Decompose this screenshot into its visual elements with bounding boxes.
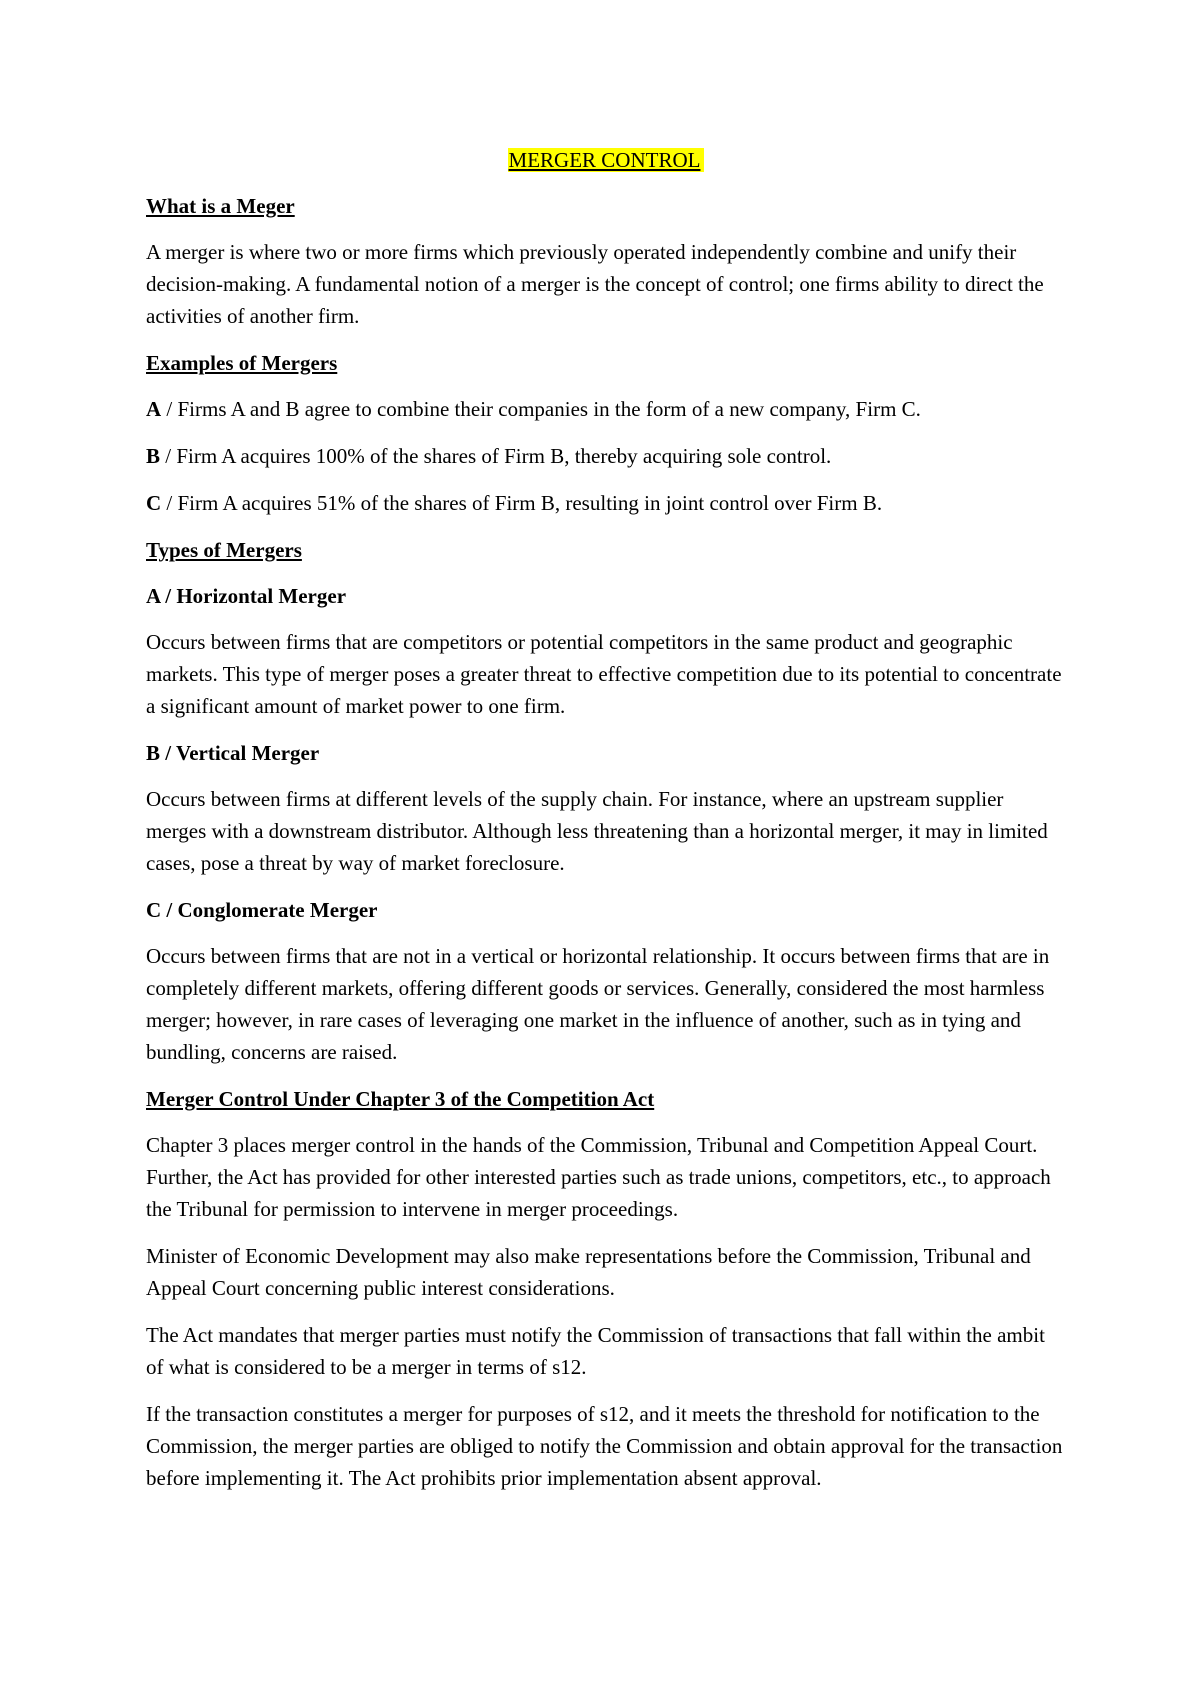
heading-what-is-a-merger: What is a Meger <box>146 194 295 218</box>
paragraph-conglomerate-merger: Occurs between firms that are not in a vertical or horizontal relationship. It occurs between firms that are in completely different markets, offering different goods or services. Generally, considered the most harmless merger; however, in rare cases of leveraging one market in the influence of another, such as in tying and bundling, concerns are raised. <box>146 944 1050 1064</box>
title-container <box>146 144 1066 176</box>
heading-examples-of-mergers: Examples of Mergers <box>146 351 338 375</box>
paragraph-chapter-3-1: Chapter 3 places merger control in the hands of the Commission, Tribunal and Competition Appeal Court. Further, the Act has provided for other interested parties such as trade unions, competitors, etc., to approach the Tribunal for permission to intervene in merger proceedings. <box>146 1133 1051 1221</box>
subheading-conglomerate-merger: C / Conglomerate Merger <box>146 898 378 922</box>
paragraph-chapter-3-2: Minister of Economic Development may also make representations before the Commission, Tribunal and Appeal Court concerning public interest considerations. <box>146 1244 1031 1300</box>
paragraph-merger-definition: A merger is where two or more firms which previously operated independently combine and unify their decision-making. A fundamental notion of a merger is the concept of control; one firms ability to direct the activities of another firm. <box>146 240 1044 328</box>
example-label: A <box>146 397 162 421</box>
example-text: / Firm A acquires 51% of the shares of Firm B, resulting in joint control over Firm B. <box>161 491 883 515</box>
example-text: / Firms A and B agree to combine their companies in the form of a new company, Firm C. <box>161 397 921 421</box>
example-item-a <box>146 393 1066 425</box>
paragraph-horizontal-merger: Occurs between firms that are competitors or potential competitors in the same product and geographic markets. This type of merger poses a greater threat to effective competition due to its potential to concentrate a significant amount of market power to one firm. <box>146 630 1062 718</box>
paragraph-vertical-merger: Occurs between firms at different levels of the supply chain. For instance, where an upstream supplier merges with a downstream distributor. Although less threatening than a horizontal merger, it may in limited cases, pose a threat by way of market foreclosure. <box>146 787 1048 875</box>
document-title: MERGER CONTROL <box>508 148 705 172</box>
example-item-b <box>146 440 1066 472</box>
heading-types-of-mergers: Types of Mergers <box>146 538 302 562</box>
paragraph-chapter-3-4: If the transaction constitutes a merger for purposes of s12, and it meets the threshold for notification to the Commission, the merger parties are obliged to notify the Commission and obtain approval for the transaction before implementing it. The Act prohibits prior implementation absent approval. <box>146 1402 1063 1490</box>
example-label: C <box>146 491 162 515</box>
subheading-horizontal-merger: A / Horizontal Merger <box>146 584 347 608</box>
subheading-vertical-merger: B / Vertical Merger <box>146 741 320 765</box>
paragraph-chapter-3-3: The Act mandates that merger parties must notify the Commission of transactions that fall within the ambit of what is considered to be a merger in terms of s12. <box>146 1323 1045 1379</box>
heading-chapter-3: Merger Control Under Chapter 3 of the Competition Act <box>146 1087 655 1111</box>
document-page <box>146 144 1066 1509</box>
example-text: / Firm A acquires 100% of the shares of Firm B, thereby acquiring sole control. <box>160 444 832 468</box>
example-label: B <box>146 444 161 468</box>
example-item-c <box>146 487 1066 519</box>
